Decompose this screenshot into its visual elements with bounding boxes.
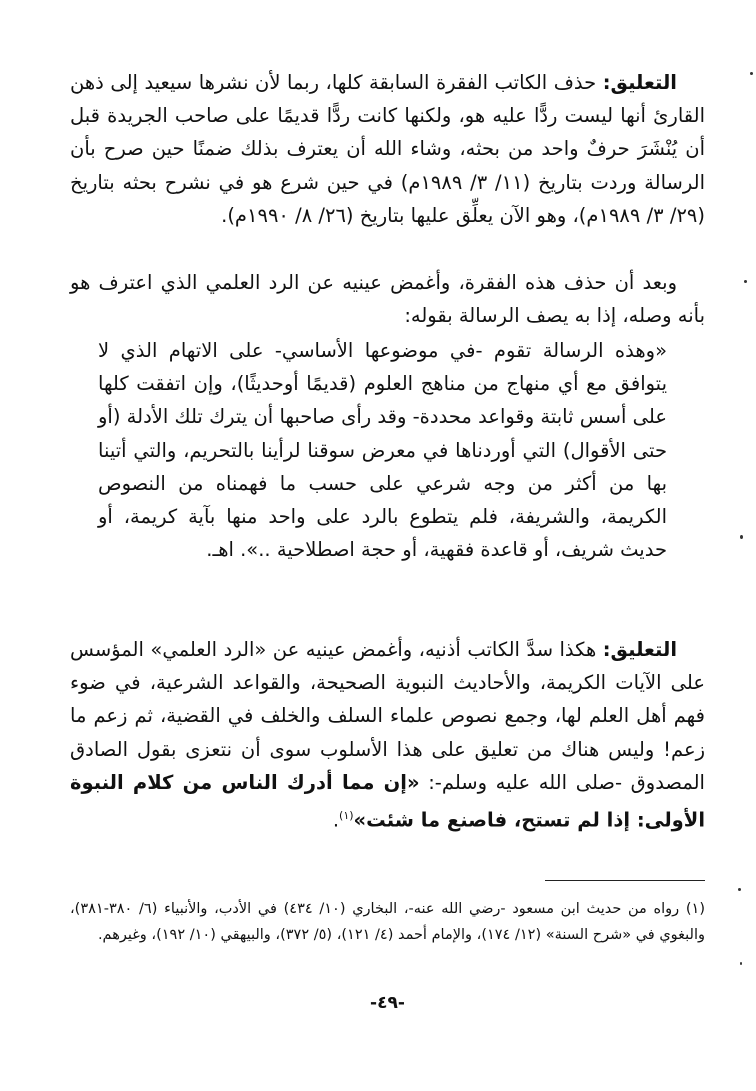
paragraph-transition <box>70 266 705 332</box>
commentary-label: التعليق: <box>602 71 677 94</box>
scan-speck <box>738 888 741 891</box>
scan-speck <box>740 535 743 539</box>
paragraph-text: هكذا سدَّ الكاتب أذنيه، وأغمض عينيه عن «الرد العلمي» المؤسس على الآيات الكريمة، والأحاديث النبوية الصحيحة، والقواعد الشرعية، في ضوء فهم أهل العلم لها، وجمع نصوص علماء السلف والخلف في القضية، ثم زعم ما زعم! وليس هناك من تعليق على هذا الأسلوب سوى أن نتعزى بقول الصادق المصدوق -صلى الله عليه وسلم-: <box>70 638 705 794</box>
paragraph-text: وبعد أن حذف هذه الفقرة، وأغمض عينيه عن الرد العلمي الذي اعترف هو بأنه وصله، إذا به يصف الرسالة بقوله: <box>70 271 705 328</box>
hadith-quote: «إن مما أدرك الناس من كلام النبوة الأولى: إذا لم تستح، فاصنع ما شئت» <box>70 770 705 832</box>
commentary-label: التعليق: <box>602 638 678 661</box>
sentence-end: . <box>332 808 340 832</box>
paragraph-commentary-1 <box>70 66 705 232</box>
footnote-reference: (١) <box>339 809 354 823</box>
quoted-letter-block <box>70 334 705 566</box>
footnote: (١) رواه من حديث ابن مسعود -رضي الله عنه-، البخاري (١٠/ ٤٣٤) في الأدب، والأنبياء (٦/ ٣٨٠-٣٨١)، والبغوي في «شرح السنة» (١٢/ ١٧٤)، والإمام أحمد (٤/ ١٢١)، (٥/ ٣٧٢)، والبيهقي (١٠/ ١٩٢)، وغيرهم. <box>70 901 705 943</box>
quote-text: «وهذه الرسالة تقوم -في موضوعها الأساسي- على الاتهام الذي لا يتوافق مع أي منهاج من مناهج العلوم (قديمًا أوحديثًا)، وإن اتفقت كلها على أسس ثابتة وقواعد محددة- وقد رأى صاحبها أن يترك تلك الأدلة (أو حتى الأقوال) التي أوردناها في معرض سوقنا لرأينا بالتحريم، والتي أتينا بها من أكثر من وجه شرعي على حسب ما فهمناه من النصوص الكريمة، والشريفة، فلم يتطوع بالرد على واحد منها بآية كريمة، أو حديث شريف، أو قاعدة فقهية، أو حجة اصطلاحية ..». اهـ. <box>98 339 667 562</box>
scan-speck <box>740 962 742 965</box>
scan-speck <box>750 72 753 75</box>
paragraph-text: حذف الكاتب الفقرة السابقة كلها، ربما لأن نشرها سيعيد إلى ذهن القارئ أنها ليست ردًّا عليه هو، ولكنها كانت ردًّا قديمًا على صاحب الجريدة قبل أن يُنْشَرَ حرفٌ واحد من بحثه، وشاء الله أن يعترف بذلك ضمنًا حين صرح بأن الرسالة وردت بتاريخ (١١/ ٣/ ١٩٨٩م) في حين شرع هو في نشرح بحثه بتاريخ (٢٩/ ٣/ ١٩٨٩م)، وهو الآن يعلِّق عليها بتاريخ (٢٦/ ٨/ ١٩٩٠م). <box>70 71 705 227</box>
page-number: -٤٩- <box>370 993 405 1013</box>
scan-speck <box>744 280 747 283</box>
footnote-divider <box>545 880 705 881</box>
paragraph-commentary-2 <box>70 633 705 837</box>
